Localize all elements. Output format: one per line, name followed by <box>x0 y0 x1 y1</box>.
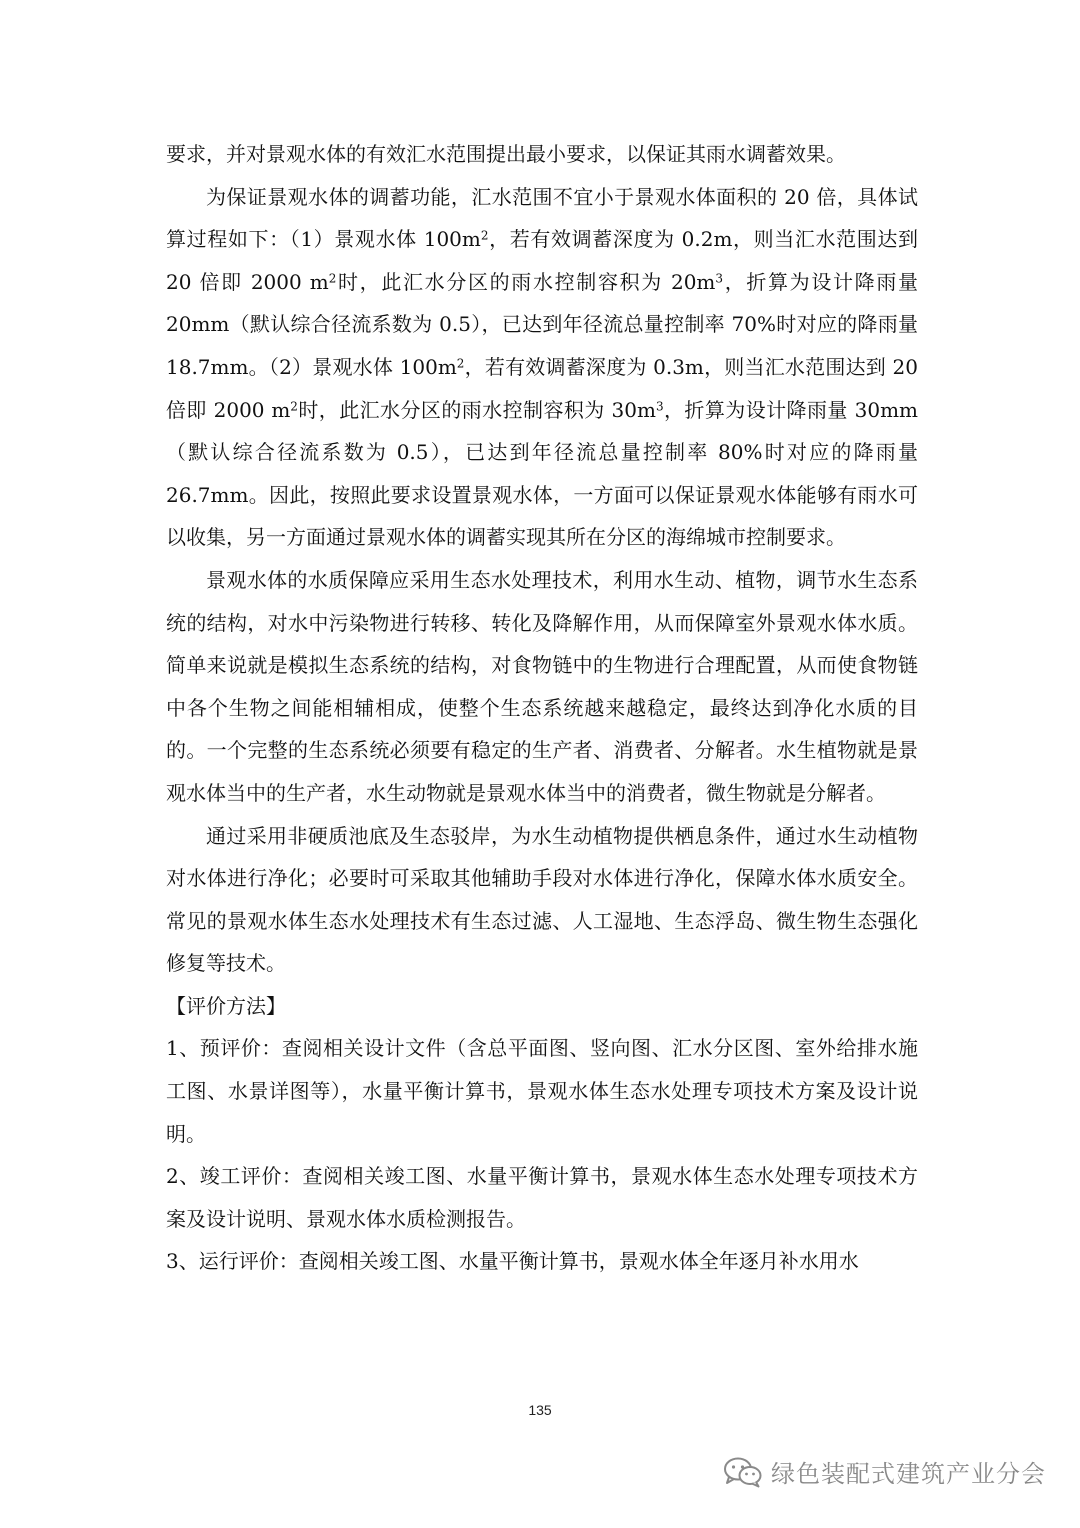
paragraph-purification: 通过采用非硬质池底及生态驳岸，为水生动植物提供栖息条件，通过水生动植物对水体进行净化；必要时可采取其他辅助手段对水体进行净化，保障水体水质安全。常见的景观水体生态水处理技术有生态过滤、人工湿地、生态浮岛、微生物生态强化修复等技术。 <box>166 823 918 976</box>
calc-text-3: 时，此汇水分区的雨水控制容积为 20m <box>336 269 716 294</box>
superscript-cubed: 3 <box>655 398 664 413</box>
page-number: 135 <box>528 1402 552 1418</box>
section-heading: 【评价方法】 <box>166 993 286 1018</box>
body-text <box>166 133 918 1283</box>
calc-text-5: ，若有效调蓄深度为 0.3m，则当汇水范围达到 20 倍即 2000 m <box>166 354 919 422</box>
superscript-squared: 2 <box>290 398 298 413</box>
list-item-completion-evaluation: 2、竣工评价：查阅相关竣工图、水量平衡计算书，景观水体生态水处理专项技术方案及设计说明、景观水体水质检测报告。 <box>166 1164 918 1231</box>
calc-text-4: ，折算为设计降雨量 20mm（默认综合径流系数为 0.5），已达到年径流总量控制率 70%时对应的降雨量 18.7mm。（2）景观水体 100m <box>166 269 918 379</box>
calc-text-6: 时，此汇水分区的雨水控制容积为 30m <box>297 397 656 422</box>
paragraph-calculation <box>166 176 918 559</box>
paragraph-intro: 要求，并对景观水体的有效汇水范围提出最小要求，以保证其雨水调蓄效果。 <box>166 142 846 166</box>
watermark <box>723 1454 1046 1489</box>
superscript-cubed: 3 <box>715 271 724 286</box>
superscript-squared: 2 <box>456 356 465 371</box>
watermark-text: 绿色装配式建筑产业分会 <box>771 1460 1046 1488</box>
superscript-squared: 2 <box>328 271 337 286</box>
list-item-operation-evaluation: 3、运行评价：查阅相关竣工图、水量平衡计算书，景观水体全年逐月补水用水 <box>166 1249 859 1274</box>
list-item-pre-evaluation: 1、预评价：查阅相关设计文件（含总平面图、竖向图、汇水分区图、室外给排水施工图、水景详图等），水量平衡计算书，景观水体生态水处理专项技术方案及设计说明。 <box>166 1036 918 1146</box>
superscript-squared: 2 <box>480 228 489 243</box>
calc-text-2: ，若有效调蓄深度为 0.2m，则当汇水范围达到 20 倍即 2000 m <box>166 227 918 294</box>
calc-text-7: ，折算为设计降雨量 30mm（默认综合径流系数为 0.5），已达到年径流总量控制率 80%时对应的降雨量 26.7mm。因此，按照此要求设置景观水体，一方面可以保证景观水体能够有雨水可以收集，另一方面通过景观水体的调蓄实现其所在分区的海绵城市控制要求。 <box>166 397 918 550</box>
paragraph-water-quality: 景观水体的水质保障应采用生态水处理技术，利用水生动、植物，调节水生态系统的结构，对水中污染物进行转移、转化及降解作用，从而保障室外景观水体水质。简单来说就是模拟生态系统的结构，对食物链中的生物进行合理配置，从而使食物链中各个生物之间能相辅相成，使整个生态系统越来越稳定，最终达到净化水质的目的。一个完整的生态系统必须要有稳定的生产者、消费者、分解者。水生植物就是景观水体当中的生产者，水生动物就是景观水体当中的消费者，微生物就是分解者。 <box>166 567 918 805</box>
calc-text-1: 为保证景观水体的调蓄功能，汇水范围不宜小于景观水体面积的 20 倍，具体试算过程如下：（1）景观水体 100m <box>166 184 918 252</box>
wechat-icon <box>723 1456 763 1488</box>
